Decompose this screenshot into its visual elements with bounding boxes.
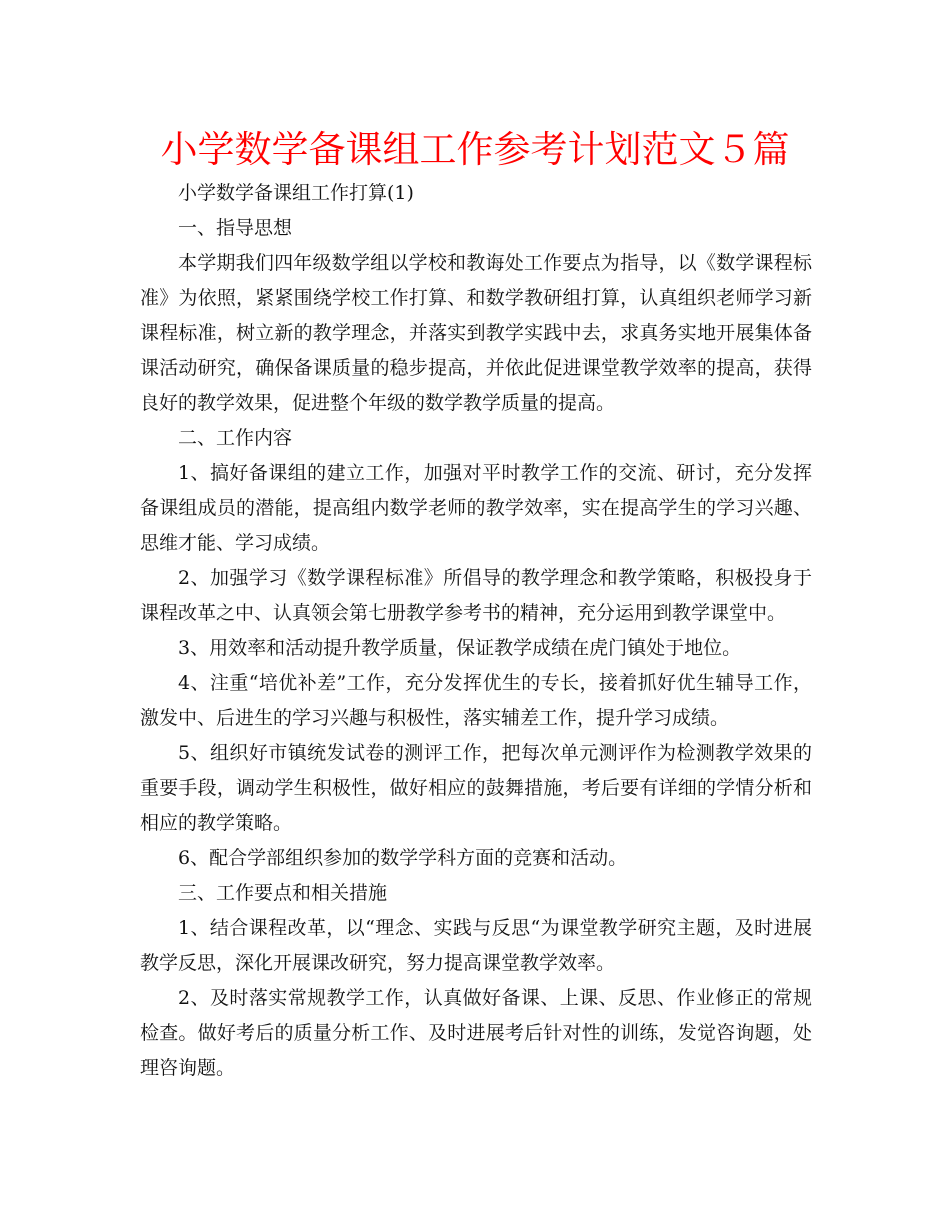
section-heading-3: 三、工作要点和相关措施 [178, 882, 388, 904]
list-item: 4、注重“培优补差”工作，充分发挥优生的专长，接着抓好优生辅导工作，激发中、后进生的学习兴趣与积极性，落实辅差工作，提升学习成绩。 [140, 672, 812, 729]
list-item: 2、及时落实常规教学工作，认真做好备课、上课、反思、作业修正的常规检查。做好考后的质量分析工作、及时进展考后针对性的训练，发觉咨询题，处理咨询题。 [140, 987, 812, 1079]
body-paragraph: 本学期我们四年级数学组以学校和教诲处工作要点为指导，以《数学课程标准》为依照，紧紧围绕学校工作打算、和数学教研组打算，认真组织老师学习新课程标准，树立新的教学理念，并落实到教学实践中去，求真务实地开展集体备课活动研究，确保备课质量的稳步提高，并依此促进课堂教学效率的提高，获得良好的教学效果，促进整个年级的数学教学质量的提高。 [140, 252, 812, 414]
list-item: 5、组织好市镇统发试卷的测评工作，把每次单元测评作为检测教学效果的重要手段，调动学生积极性，做好相应的鼓舞措施，考后要有详细的学情分析和相应的教学策略。 [140, 742, 812, 834]
document-title: 小学数学备课组工作参考计划范文５篇 [160, 128, 790, 171]
list-item: 6、配合学部组织参加的数学学科方面的竞赛和活动。 [178, 847, 628, 869]
list-item: 2、加强学习《数学课程标准》所倡导的教学理念和教学策略，积极投身于课程改革之中、认真领会第七册教学参考书的精神，充分运用到教学课堂中。 [140, 567, 812, 624]
subtitle-paragraph: 小学数学备课组工作打算(1) [178, 182, 414, 204]
section-heading-1: 一、指导思想 [178, 217, 293, 239]
document-body [140, 176, 812, 1086]
section-heading-2: 二、工作内容 [178, 427, 293, 449]
list-item: 1、搞好备课组的建立工作，加强对平时教学工作的交流、研讨，充分发挥备课组成员的潜能，提高组内数学老师的教学效率，实在提高学生的学习兴趣、思维才能、学习成绩。 [140, 462, 812, 554]
list-item: 3、用效率和活动提升教学质量，保证教学成绩在虎门镇处于地位。 [178, 637, 742, 659]
list-item: 1、结合课程改革，以“理念、实践与反思“为课堂教学研究主题，及时进展教学反思，深化开展课改研究，努力提高课堂教学效率。 [140, 917, 812, 974]
